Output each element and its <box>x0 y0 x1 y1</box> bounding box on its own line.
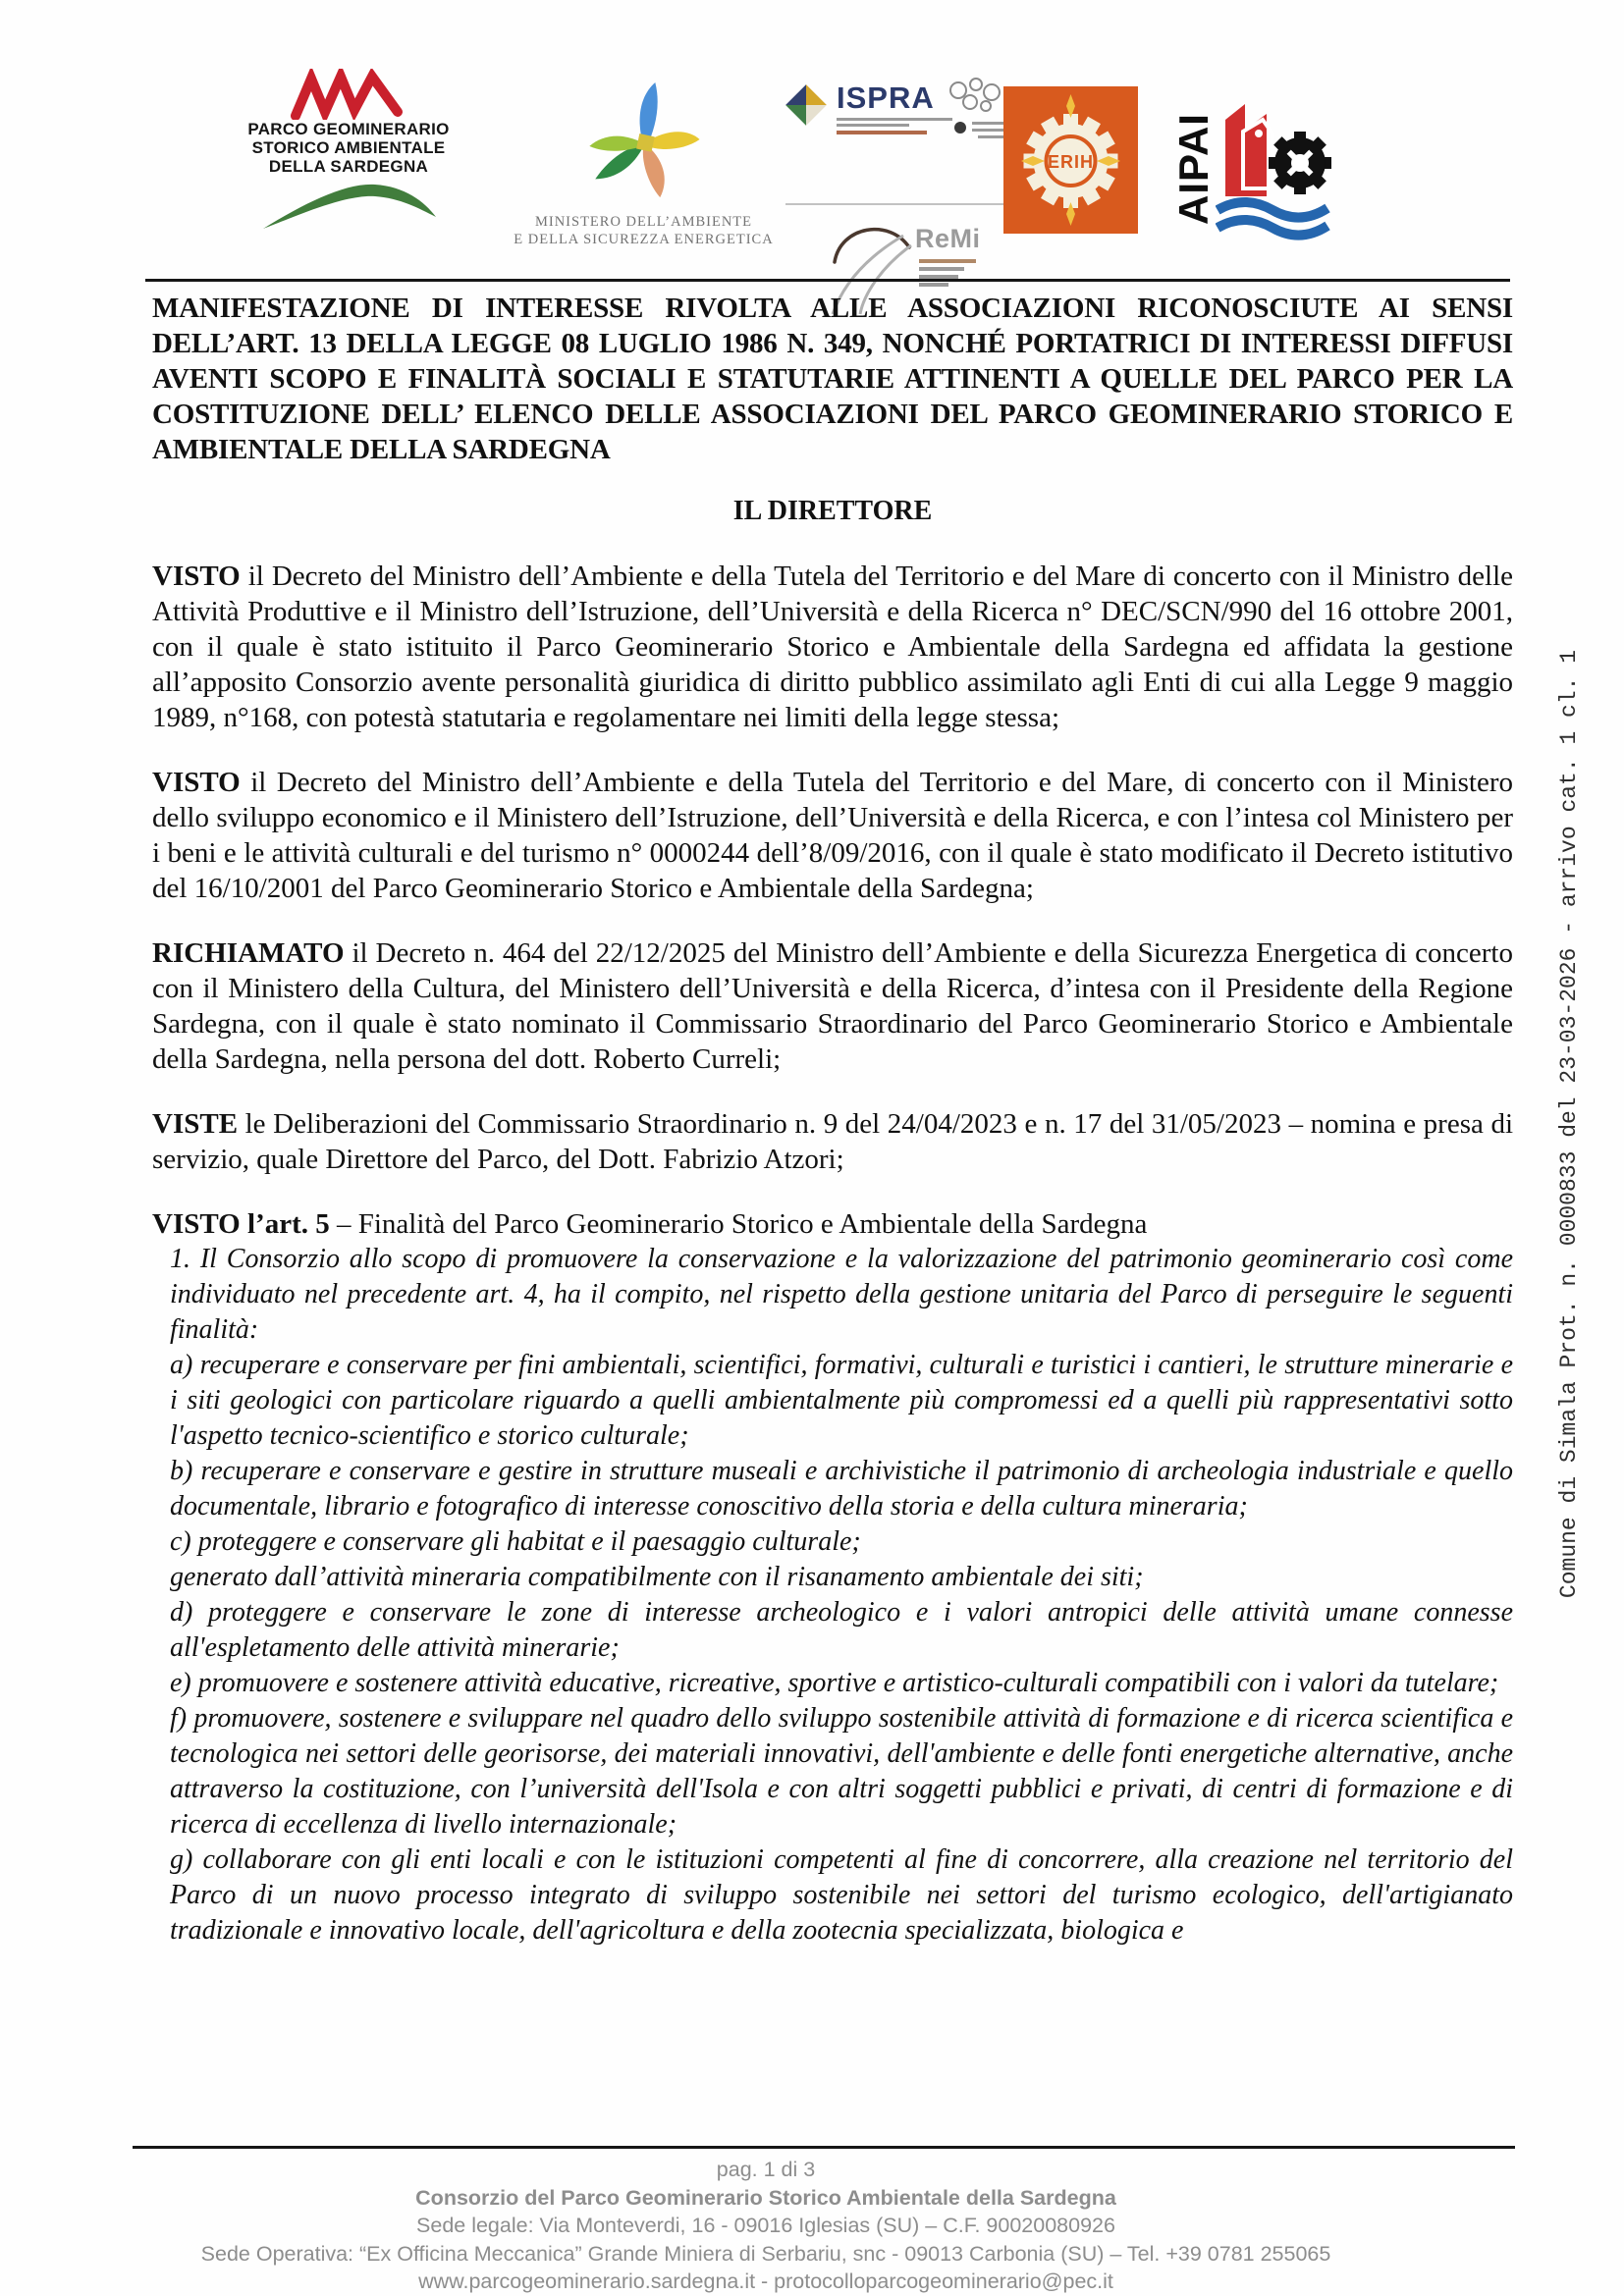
paragraph-text: il Decreto n. 464 del 22/12/2025 del Ministro dell’Ambiente e della Sicurezza Energetica di concerto con il Ministero della Cultura, del Ministero dell’Università e della Ricerca, d’intesa con il Presidente della Regione Sardegna, con il quale è stato nominato il Commissario Straordinario del Parco Geominerario Storico e Ambientale della Sardegna, nella persona del dott. Roberto Curreli; <box>152 937 1513 1075</box>
finalita-item-f: f) promuovere, sostenere e sviluppare nel quadro dello sviluppo sostenibile attività di formazione e di ricerca scientifica e tecnologica nei settori delle georisorse, dei materiali innovativi, dell'ambiente e delle fonti energetiche alternative, anche attraverso la costituzione, con l’università dell'Isola e con altri soggetti pubblici e privati, di centri di formazione e di ricerca di eccellenza di livello internazionale; <box>170 1703 1513 1840</box>
footer-top-rule <box>133 2146 1515 2149</box>
paragraph-lead: RICHIAMATO <box>152 937 345 969</box>
paragraph-visto-art5 <box>152 1206 1513 1242</box>
footer-operative-address: Sede Operativa: “Ex Officina Meccanica” Grande Miniera di Serbariu, snc - 09013 Carbonia (SU) – Tel. +39 0781 255065 <box>200 2241 1331 2266</box>
aipai-logo <box>1168 90 1330 245</box>
erih-gear-icon <box>1003 86 1138 234</box>
finalita-item-a: a) recuperare e conservare per fini ambientali, scientifici, formativi, culturali e turistici i cantieri, le strutture minerarie e i siti geologici con particolare riguardo a quelli ambientalmente più compromessi ed a quelli più rappresentativi sotto l'aspetto tecnico-scientifico e storico culturale; <box>170 1350 1513 1451</box>
finalita-list <box>170 1242 1513 1949</box>
parco-geominerario-logo <box>221 69 476 238</box>
paragraph-text: – Finalità del Parco Geominerario Storico e Ambientale della Sardegna <box>329 1208 1148 1240</box>
ministero-logo-line1: MINISTERO DELL’AMBIENTE <box>534 214 752 230</box>
ispra-wordmark: ISPRA <box>837 80 935 115</box>
parco-logo-line2: STORICO AMBIENTALE <box>251 138 446 157</box>
document-title: MANIFESTAZIONE DI INTERESSE RIVOLTA ALLE ASSOCIAZIONI RICONOSCIUTE AI SENSI DELL’ART. 13 DELLA LEGGE 08 LUGLIO 1986 N. 349, NONCHÉ PORTATRICI DI INTERESSI DIFFUSI AVENTI SCOPO E FINALITÀ SOCIALI E STATUTARIE ATTINENTI A QUELLE DEL PARCO PER LA COSTITUZIONE DELL’ ELENCO DELLE ASSOCIAZIONI DEL PARCO GEOMINERARIO STORICO E AMBIENTALE DELLA SARDEGNA <box>152 293 1513 465</box>
document-body <box>152 291 1513 1949</box>
finalita-item-g: g) collaborare con gli enti locali e con le istituzioni competenti al fine di concorrere, alla creazione nel territorio del Parco di un nuovo processo integrato di sviluppo sostenibile nei settori del turismo ecologico, dell'artigianato tradizionale e innovativo locale, dell'agricoltura e della zootecnia specializzata, biologica e <box>170 1844 1513 1946</box>
footer-organization: Consorzio del Parco Geominerario Storico Ambientale della Sardegna <box>415 2185 1116 2210</box>
paragraph-text: il Decreto del Ministro dell’Ambiente e della Tutela del Territorio e del Mare, di concerto con il Ministero dello sviluppo economico e il Ministero dell’Istruzione, dell’Università e della Ricerca, e con l’intesa col Ministero per i beni e le attività culturali e del turismo n° 0000244 dell’8/09/2016, con il quale è stato modificato il Decreto istitutivo del 16/10/2001 del Parco Geominerario Storico e Ambientale della Sardegna; <box>152 767 1513 904</box>
finalita-item-c: c) proteggere e conservare gli habitat e il paesaggio culturale; <box>170 1526 861 1557</box>
remi-caption-bars <box>919 259 976 287</box>
footer-legal-address: Sede legale: Via Monteverdi, 16 - 09016 Iglesias (SU) – C.F. 90020080926 <box>416 2214 1115 2237</box>
page-footer <box>69 2156 1463 2296</box>
ministero-ambiente-logo <box>509 79 779 248</box>
header-divider-line <box>785 203 1029 205</box>
green-hill-swoosh-icon <box>255 178 442 233</box>
paragraph-text: le Deliberazioni del Commissario Straordinario n. 9 del 24/04/2023 e n. 17 del 31/05/2023 – nomina e presa di servizio, quale Direttore del Parco, del Dott. Fabrizio Atzori; <box>152 1108 1513 1175</box>
finalita-item-c-cont: generato dall’attività mineraria compatibilmente con il risanamento ambientale dei siti; <box>170 1562 1144 1592</box>
title-top-rule <box>145 279 1510 282</box>
paragraph-richiamato <box>152 935 1513 1077</box>
footer-web-contacts: www.parcogeominerario.sardegna.it - protocolloparcogeominerario@pec.it <box>418 2269 1113 2293</box>
parco-logo-line3: DELLA SARDEGNA <box>268 157 429 176</box>
aipai-wordmark: AIPAI <box>1170 113 1217 225</box>
paragraph-viste <box>152 1106 1513 1177</box>
paragraph-lead: VISTE <box>152 1108 239 1140</box>
paragraph-lead: VISTO l’art. 5 <box>152 1208 330 1240</box>
protocol-stamp-vertical: Comune di Simala Prot. n. 0000833 del 23-03-2026 - arrivo cat. 1 cl. 1 <box>1556 649 1582 1599</box>
paragraph-visto-2 <box>152 765 1513 906</box>
ministry-star-icon <box>582 79 705 204</box>
page-indicator: pag. 1 di 3 <box>716 2158 816 2181</box>
finalita-item-e: e) promuovere e sostenere attività educative, ricreative, sportive e artistico-culturali compatibili con i valori da tutelare; <box>170 1668 1499 1698</box>
mountain-zigzag-icon <box>288 69 410 120</box>
ministero-logo-line2: E DELLA SICUREZZA ENERGETICA <box>514 232 774 247</box>
ispra-subtitle-bar2 <box>837 124 909 127</box>
ispra-diamond-icon <box>784 82 829 128</box>
paragraph-visto-1 <box>152 559 1513 735</box>
paragraph-lead: VISTO <box>152 561 241 592</box>
finalita-item-d: d) proteggere e conservare le zone di interesse archeologico e i valori antropici delle attività umane connesse all'espletamento delle attività minerarie; <box>170 1597 1513 1663</box>
ispra-subtitle-bar3 <box>837 131 927 134</box>
finalita-item-b: b) recuperare e conservare e gestire in strutture museali e archivistiche il patrimonio di archeologia industriale e quello documentale, librario e fotografico di interesse conoscitivo della storia e della cultura mineraria; <box>170 1456 1513 1522</box>
finalita-intro: 1. Il Consorzio allo scopo di promuovere la conservazione e la valorizzazione del patrimonio geominerario così come individuato nel precedente art. 4, ha il compito, nel rispetto della gestione unitaria del Parco di perseguire le seguenti finalità: <box>170 1244 1513 1345</box>
aipai-industry-icon <box>1216 90 1333 245</box>
paragraph-text: il Decreto del Ministro dell’Ambiente e della Tutela del Territorio e del Mare di concerto con il Ministro delle Attività Produttive e il Ministro dell’Istruzione, dell’Università e della Ricerca n° DEC/SCN/990 del 16 ottobre 2001, con il quale è stato istituito il Parco Geominerario Storico e Ambientale della Sardegna ed affidata la gestione all’apposito Consorzio avente personalità giuridica di diritto pubblico assimilato agli Enti di cui alla Legge 9 maggio 1989, n°168, con potestà statutaria e regolamentare nei limiti della legge stessa; <box>152 561 1513 733</box>
erih-wordmark: ERIH <box>1047 152 1095 172</box>
erih-logo <box>1003 86 1138 239</box>
paragraph-lead: VISTO <box>152 767 241 798</box>
parco-logo-line1: PARCO GEOMINERARIO <box>247 120 450 138</box>
ispra-logo <box>784 82 952 134</box>
director-heading: IL DIRETTORE <box>732 496 933 526</box>
remi-wordmark: ReMi <box>915 224 981 253</box>
